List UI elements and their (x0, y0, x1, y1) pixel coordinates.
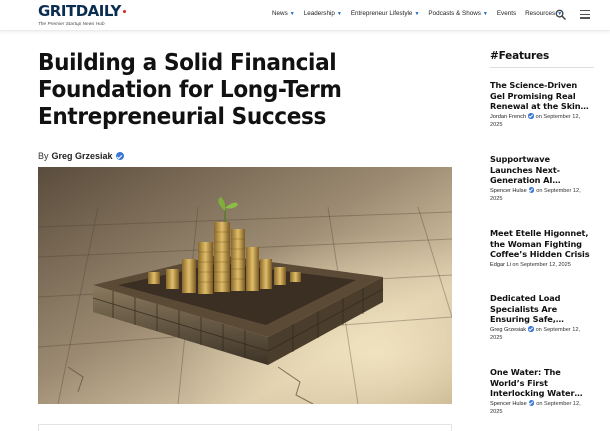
logo-dot (123, 10, 126, 13)
feature-item[interactable] (490, 367, 594, 416)
nav-item-resources[interactable]: Resources ▼ (525, 10, 563, 17)
features-sidebar (490, 50, 594, 415)
search-icon[interactable] (555, 9, 566, 20)
feature-meta: Spencer Hulse on September 12, 2025 (490, 187, 581, 202)
features-heading: #Features (490, 50, 594, 68)
hero-illustration (38, 167, 452, 404)
hero-image (38, 167, 452, 404)
chevron-down-icon: ▼ (336, 10, 342, 17)
chevron-down-icon: ▼ (557, 10, 563, 17)
feature-author[interactable]: Jordan French (490, 113, 527, 120)
feature-item[interactable] (490, 154, 594, 203)
site-logo[interactable] (38, 4, 126, 26)
feature-author[interactable]: Edgar Li (490, 261, 511, 268)
logo-wordmark: GRITDAILY (38, 4, 126, 19)
author-link[interactable]: Greg Grzesiak (51, 151, 113, 161)
content-box-edge (38, 424, 452, 431)
feature-item[interactable] (490, 80, 594, 129)
feature-title[interactable]: Meet Etelle Higonnet, the Woman Fighting Coffee’s Hidden Crisis (490, 228, 590, 259)
feature-title[interactable]: One Water: The World’s First Interlocking Water… (490, 367, 583, 398)
feature-meta: Spencer Hulse on September 12, 2025 (490, 400, 581, 415)
feature-title[interactable]: The Science-Driven Gel Promising Real Renewal at the Skin… (490, 80, 589, 111)
nav-item-podcasts-shows[interactable]: Podcasts & Shows ▼ (428, 10, 488, 17)
main-nav (272, 10, 571, 17)
nav-item-entrepreneur-lifestyle[interactable]: Entrepreneur Lifestyle ▼ (350, 10, 420, 17)
hamburger-menu-icon[interactable] (580, 10, 590, 19)
verified-badge-icon (529, 400, 535, 406)
nav-item-leadership[interactable]: Leadership ▼ (303, 10, 342, 17)
verified-badge-icon (528, 113, 534, 119)
feature-title[interactable]: Dedicated Load Specialists Are Ensuring Safe,… (490, 293, 564, 324)
feature-author[interactable]: Spencer Hulse (490, 187, 527, 194)
verified-badge-icon (529, 187, 535, 193)
nav-item-events[interactable]: Events (496, 10, 517, 17)
verified-badge-icon (116, 152, 124, 160)
feature-item[interactable] (490, 228, 594, 269)
site-header (0, 0, 610, 31)
chevron-down-icon: ▼ (414, 10, 420, 17)
verified-badge-icon (528, 326, 534, 332)
chevron-down-icon: ▼ (482, 10, 488, 17)
feature-item[interactable] (490, 293, 594, 342)
chevron-down-icon: ▼ (289, 10, 295, 17)
feature-meta: Edgar Li on September 12, 2025 (490, 261, 571, 268)
feature-title[interactable]: Supportwave Launches Next-Generation AI… (490, 154, 561, 185)
article-byline: By Greg Grzesiak (38, 151, 124, 161)
feature-meta: Jordan French on September 12, 2025 (490, 113, 581, 128)
feature-meta: Greg Grzesiak on September 12, 2025 (490, 326, 581, 341)
feature-author[interactable]: Greg Grzesiak (490, 326, 527, 333)
nav-item-news[interactable]: News ▼ (272, 10, 295, 17)
logo-tagline: The Premier Startup News Hub (38, 21, 105, 26)
feature-author[interactable]: Spencer Hulse (490, 400, 527, 407)
article-title: Building a Solid Financial Foundation for Long-Term Entrepreneurial Success (38, 50, 342, 130)
